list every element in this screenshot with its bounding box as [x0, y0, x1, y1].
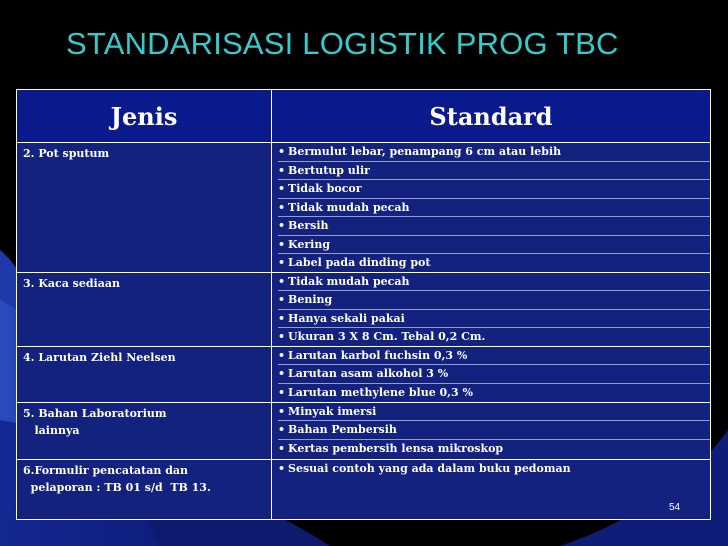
- standard-cell: [272, 143, 711, 273]
- bullet-icon: •: [278, 348, 286, 362]
- standard-item: • Minyak imersi: [278, 403, 710, 422]
- bullet-icon: •: [278, 311, 286, 325]
- bullet-icon: •: [278, 274, 286, 288]
- jenis-cell: [17, 402, 272, 459]
- bullet-icon: •: [278, 367, 286, 380]
- standard-item: • Kertas pembersih lensa mikroskop: [278, 441, 504, 455]
- jenis-cell: [17, 143, 272, 273]
- jenis-cell: [17, 459, 272, 519]
- bullet-icon: •: [278, 182, 286, 195]
- standard-cell: [272, 346, 711, 402]
- bullet-icon: •: [278, 219, 286, 232]
- standard-cell: [272, 272, 711, 346]
- standard-cell: [272, 402, 711, 459]
- bullet-icon: •: [278, 404, 286, 418]
- standard-item: • Larutan asam alkohol 3 %: [278, 365, 710, 384]
- table-row: [17, 143, 711, 273]
- jenis-label: lainnya: [23, 424, 80, 437]
- standard-item: • Bermulut lebar, penampang 6 cm atau lebih: [278, 143, 710, 162]
- bullet-icon: •: [278, 423, 286, 436]
- bullet-icon: •: [278, 145, 286, 158]
- standard-item: • Larutan karbol fuchsin 0,3 %: [278, 347, 710, 366]
- standard-item: • Tidak mudah pecah: [278, 273, 710, 292]
- table-row: [17, 402, 711, 459]
- standard-item: • Ukuran 3 X 8 Cm. Tebal 0,2 Cm.: [278, 330, 486, 343]
- standard-item: • Sesuai contoh yang ada dalam buku pedoman: [278, 461, 571, 475]
- slide-title: STANDARISASI LOGISTIK PROG TBC: [66, 26, 619, 61]
- jenis-label: 4. Larutan Ziehl Neelsen: [23, 350, 176, 364]
- standard-item: • Tidak mudah pecah: [278, 199, 710, 218]
- jenis-label: 6.Formulir pencatatan dan: [23, 463, 189, 477]
- bullet-icon: •: [278, 163, 286, 177]
- table-row: [17, 346, 711, 402]
- jenis-label: pelaporan : TB 01 s/d TB 13.: [23, 481, 211, 494]
- standard-item: • Bertutup ulir: [278, 162, 710, 181]
- jenis-label: 3. Kaca sediaan: [23, 276, 120, 290]
- standard-item: • Hanya sekali pakai: [278, 310, 710, 329]
- jenis-label: 2. Pot sputum: [23, 147, 110, 160]
- bullet-icon: •: [278, 293, 286, 306]
- table-row: [17, 272, 711, 346]
- standard-item: • Label pada dinding pot: [278, 256, 431, 269]
- jenis-cell: [17, 272, 272, 346]
- standard-item: • Bersih: [278, 217, 710, 236]
- standard-table: [16, 89, 711, 520]
- bullet-icon: •: [278, 256, 286, 269]
- bullet-icon: •: [278, 461, 286, 475]
- jenis-label: 5. Bahan Laboratorium: [23, 406, 167, 420]
- bullet-icon: •: [278, 330, 286, 343]
- table-header-row: [17, 90, 711, 143]
- standard-item: • Bening: [278, 291, 710, 310]
- standard-cell: [272, 459, 711, 519]
- standard-item: • Tidak bocor: [278, 180, 710, 199]
- header-jenis: Jenis: [17, 90, 272, 143]
- header-standard: Standard: [272, 90, 711, 143]
- standard-item: • Bahan Pembersih: [278, 421, 710, 440]
- table-row: [17, 459, 711, 519]
- standard-item: • Kering: [278, 236, 710, 255]
- bullet-icon: •: [278, 385, 286, 399]
- bullet-icon: •: [278, 441, 286, 455]
- bullet-icon: •: [278, 237, 286, 251]
- page-number: 54: [669, 502, 681, 513]
- bullet-icon: •: [278, 200, 286, 214]
- jenis-cell: [17, 346, 272, 402]
- standard-item: • Larutan methylene blue 0,3 %: [278, 385, 473, 399]
